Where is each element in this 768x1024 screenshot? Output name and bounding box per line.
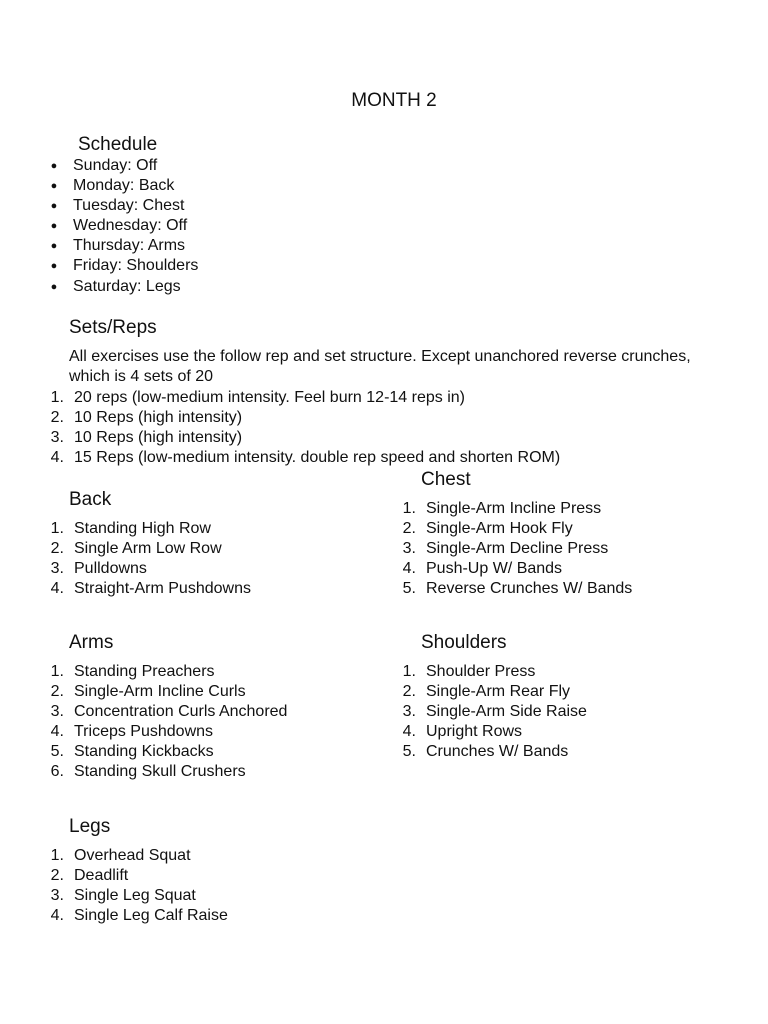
list-item xyxy=(400,559,632,579)
list-item-text: Single Leg Calf Raise xyxy=(74,907,228,925)
back-list xyxy=(48,519,251,599)
list-item xyxy=(48,682,287,702)
list-item xyxy=(48,906,228,926)
sets-reps-description: All exercises use the follow rep and set structure. Except unanchored reverse crunches, which is 4 sets of 20 xyxy=(69,348,691,385)
list-number: 1. xyxy=(402,663,416,680)
bullet-icon: ● xyxy=(50,220,58,233)
list-number: 2. xyxy=(402,683,416,701)
list-item xyxy=(400,519,632,539)
list-item-text: Pulldowns xyxy=(74,560,147,578)
list-item-text: Single Arm Low Row xyxy=(74,540,222,558)
list-number: 4. xyxy=(50,449,64,467)
list-item xyxy=(48,762,287,782)
list-item-text: 10 Reps (high intensity) xyxy=(74,429,243,447)
list-item-text: 20 reps (low-medium intensity. Feel burn 12-14 reps in) xyxy=(74,389,465,406)
list-item xyxy=(48,846,228,866)
list-number: 4. xyxy=(50,580,64,598)
list-item-text: Tuesday: Chest xyxy=(73,197,185,215)
bullet-icon: ● xyxy=(50,280,58,293)
list-item xyxy=(48,428,560,448)
shoulders-heading: Shoulders xyxy=(421,632,507,653)
list-item xyxy=(48,742,287,762)
list-item-text: Wednesday: Off xyxy=(73,217,188,235)
list-item-text: Straight-Arm Pushdowns xyxy=(74,580,251,598)
list-item xyxy=(48,388,560,408)
list-number: 5. xyxy=(50,743,64,761)
list-item-text: Deadlift xyxy=(74,867,129,885)
list-item-text: Thursday: Arms xyxy=(73,237,186,255)
list-number: 3. xyxy=(50,703,64,721)
list-item-text: Push-Up W/ Bands xyxy=(426,560,563,578)
list-item xyxy=(400,722,587,742)
list-number: 5. xyxy=(402,580,416,598)
bullet-icon: ● xyxy=(50,160,58,172)
list-item xyxy=(400,539,632,559)
list-item-text: Upright Rows xyxy=(426,723,523,741)
list-item-text: Shoulder Press xyxy=(426,663,536,680)
list-item xyxy=(48,702,287,722)
list-number: 3. xyxy=(50,887,64,905)
list-number: 4. xyxy=(50,723,64,741)
list-item xyxy=(400,682,587,702)
list-item xyxy=(48,216,198,236)
list-number: 3. xyxy=(50,560,64,578)
list-item-text: Single-Arm Decline Press xyxy=(426,540,609,558)
list-item xyxy=(48,559,251,579)
list-item xyxy=(48,176,198,196)
schedule-list xyxy=(48,156,198,297)
list-item xyxy=(48,408,560,428)
list-number: 1. xyxy=(50,520,64,537)
list-item-text: Friday: Shoulders xyxy=(73,257,199,275)
list-number: 3. xyxy=(402,540,416,558)
list-item-text: Single-Arm Incline Curls xyxy=(74,683,246,701)
list-item-text: Single-Arm Incline Press xyxy=(426,500,602,517)
list-number: 2. xyxy=(50,683,64,701)
list-number: 2. xyxy=(402,520,416,538)
back-heading: Back xyxy=(69,489,112,510)
list-item-text: Crunches W/ Bands xyxy=(426,743,569,761)
chest-list xyxy=(400,499,632,599)
list-item xyxy=(48,722,287,742)
list-item-text: Single-Arm Hook Fly xyxy=(426,520,573,538)
shoulders-list xyxy=(400,662,587,762)
list-item-text: Standing Preachers xyxy=(74,663,215,680)
list-item-text: Standing High Row xyxy=(74,520,211,537)
list-item xyxy=(400,662,587,682)
list-item-text: Triceps Pushdowns xyxy=(74,723,214,741)
bullet-icon: ● xyxy=(50,180,58,193)
bullet-icon: ● xyxy=(50,240,58,253)
list-item-text: Single Leg Squat xyxy=(74,887,196,905)
list-item xyxy=(400,579,632,599)
list-item-text: Standing Skull Crushers xyxy=(74,763,246,781)
list-number: 1. xyxy=(50,389,64,406)
list-item xyxy=(48,196,198,216)
list-item xyxy=(48,156,198,176)
list-item-text: Sunday: Off xyxy=(73,157,158,174)
list-item xyxy=(400,702,587,722)
list-number: 2. xyxy=(50,409,64,427)
legs-heading: Legs xyxy=(69,816,111,837)
list-number: 2. xyxy=(50,540,64,558)
list-item-text: 10 Reps (high intensity) xyxy=(74,409,243,427)
list-item xyxy=(48,256,198,276)
list-item-text: Saturday: Legs xyxy=(73,277,181,295)
list-item xyxy=(48,277,198,297)
list-item-text: Overhead Squat xyxy=(74,847,191,864)
list-number: 4. xyxy=(50,907,64,925)
list-item-text: Single-Arm Side Raise xyxy=(426,703,587,721)
list-item xyxy=(48,866,228,886)
list-number: 3. xyxy=(50,429,64,447)
list-item xyxy=(48,236,198,256)
list-number: 5. xyxy=(402,743,416,761)
arms-heading: Arms xyxy=(69,632,114,653)
chest-heading: Chest xyxy=(421,469,471,490)
legs-list xyxy=(48,846,228,926)
arms-list xyxy=(48,662,287,783)
list-number: 1. xyxy=(50,847,64,864)
list-item xyxy=(48,886,228,906)
list-number: 1. xyxy=(50,663,64,680)
sets-reps-list xyxy=(48,388,560,468)
list-number: 4. xyxy=(402,560,416,578)
sets-reps-heading: Sets/Reps xyxy=(69,317,157,338)
list-item xyxy=(48,448,560,468)
list-item-text: Reverse Crunches W/ Bands xyxy=(426,580,633,598)
list-number: 1. xyxy=(402,500,416,517)
schedule-heading: Schedule xyxy=(78,134,158,155)
page-title: MONTH 2 xyxy=(351,90,437,111)
list-item-text: 15 Reps (low-medium intensity. double rep speed and shorten ROM) xyxy=(74,449,561,467)
list-item-text: Monday: Back xyxy=(73,177,175,195)
list-number: 4. xyxy=(402,723,416,741)
list-item-text: Concentration Curls Anchored xyxy=(74,703,288,721)
bullet-icon: ● xyxy=(50,260,58,273)
list-number: 2. xyxy=(50,867,64,885)
list-item xyxy=(48,519,251,539)
list-item xyxy=(400,499,632,519)
list-item xyxy=(400,742,587,762)
list-item-text: Single-Arm Rear Fly xyxy=(426,683,571,701)
list-item-text: Standing Kickbacks xyxy=(74,743,214,761)
list-item xyxy=(48,662,287,682)
bullet-icon: ● xyxy=(50,200,58,213)
list-number: 6. xyxy=(50,763,64,781)
list-number: 3. xyxy=(402,703,416,721)
list-item xyxy=(48,539,251,559)
list-item xyxy=(48,579,251,599)
